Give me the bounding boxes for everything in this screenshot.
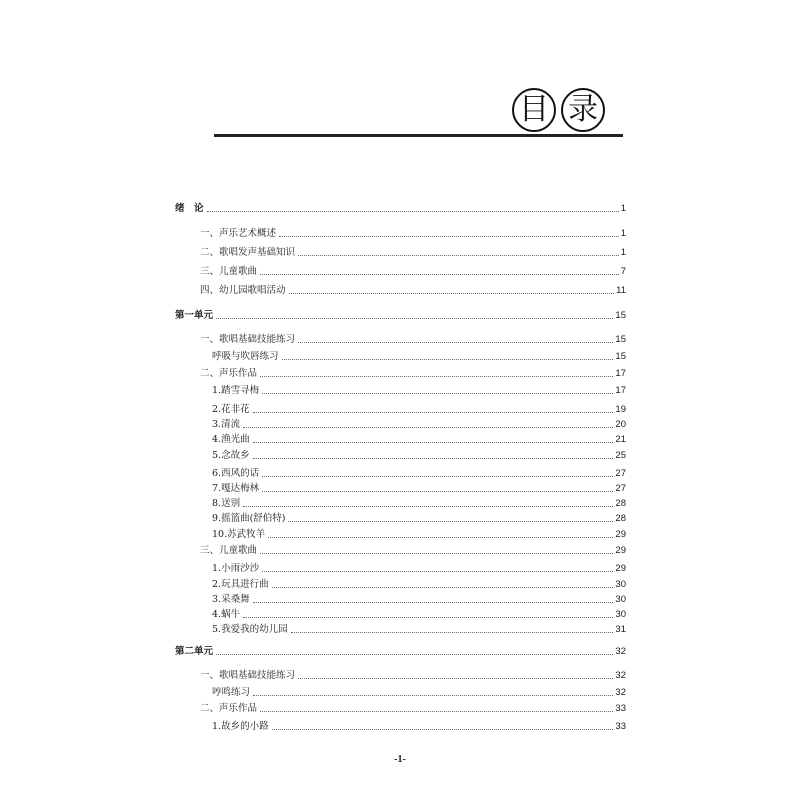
title-char-lu: 录 <box>561 88 605 132</box>
title-char-mu: 目 <box>512 88 556 132</box>
toc-label: 二、声乐作品 <box>200 368 258 379</box>
toc-entry[interactable] <box>212 525 626 541</box>
toc-entry[interactable] <box>212 400 626 416</box>
dot-leader <box>262 571 613 572</box>
toc-label: 三、儿童歌曲 <box>200 266 258 277</box>
dot-leader <box>282 359 614 360</box>
dot-leader <box>298 678 613 679</box>
dot-leader <box>243 617 613 618</box>
toc-entry[interactable] <box>212 683 626 699</box>
toc-label: 哼鸣练习 <box>212 687 251 698</box>
toc-label: 第一单元 <box>175 310 214 321</box>
toc-label: 三、儿童歌曲 <box>200 545 258 556</box>
toc-label: 9.摇篮曲(舒伯特) <box>212 513 286 524</box>
dot-leader <box>272 587 614 588</box>
toc-entry[interactable] <box>212 494 626 510</box>
toc-page-number: 27 <box>615 483 626 494</box>
toc-page-number: 25 <box>615 450 626 461</box>
toc-label: 一、歌唱基础技能练习 <box>200 334 296 345</box>
toc-entry[interactable] <box>200 666 626 682</box>
toc-label: 4.蜗牛 <box>212 609 241 620</box>
dot-leader <box>298 342 613 343</box>
dot-leader <box>291 632 614 633</box>
toc-page-number: 32 <box>615 687 626 698</box>
toc-entry[interactable] <box>212 464 626 480</box>
toc-entry[interactable] <box>212 509 626 525</box>
toc-page-number: 30 <box>615 594 626 605</box>
title-underline <box>214 134 623 137</box>
toc-page-number: 7 <box>620 266 626 277</box>
toc-page-number: 29 <box>615 563 626 574</box>
toc-label: 一、歌唱基础技能练习 <box>200 670 296 681</box>
toc-page-number: 32 <box>615 670 626 681</box>
toc-page-number: 20 <box>615 419 626 430</box>
dot-leader <box>268 537 613 538</box>
toc-entry[interactable] <box>175 642 626 658</box>
dot-leader <box>260 376 613 377</box>
dot-leader <box>207 211 619 212</box>
toc-entry[interactable] <box>212 430 626 446</box>
toc-label: 呼吸与吹唇练习 <box>212 351 279 362</box>
toc-label: 第二单元 <box>175 646 214 657</box>
dot-leader <box>288 521 613 522</box>
toc-page-number: 15 <box>615 310 626 321</box>
dot-leader <box>260 553 613 554</box>
toc-label: 1.故乡的小路 <box>212 721 269 732</box>
toc-page-number: 19 <box>615 404 626 415</box>
toc-entry[interactable] <box>200 364 626 380</box>
toc-page-number: 17 <box>615 385 626 396</box>
toc-page-number: 30 <box>615 609 626 620</box>
toc-label: 7.嘎达梅林 <box>212 483 260 494</box>
toc-page-number: 1 <box>620 247 626 258</box>
toc-label: 2.玩具进行曲 <box>212 579 269 590</box>
toc-label: 二、歌唱发声基础知识 <box>200 247 296 258</box>
toc-label: 10.苏武牧羊 <box>212 529 266 540</box>
toc-page-number: 29 <box>615 529 626 540</box>
toc-entry[interactable] <box>212 415 626 431</box>
dot-leader <box>262 476 613 477</box>
toc-entry[interactable] <box>212 446 626 462</box>
dot-leader <box>272 729 614 730</box>
dot-leader <box>298 255 619 256</box>
toc-page-number: 15 <box>615 334 626 345</box>
toc-page-number: 1 <box>620 203 626 214</box>
toc-entry[interactable] <box>212 559 626 575</box>
toc-label: 绪 论 <box>175 203 204 214</box>
toc-page-number: 21 <box>615 434 626 445</box>
dot-leader <box>289 293 615 294</box>
toc-entry[interactable] <box>200 699 626 715</box>
page-number: -1- <box>394 754 406 765</box>
toc-entry[interactable] <box>200 224 626 240</box>
toc-page-number: 33 <box>615 721 626 732</box>
dot-leader <box>262 491 613 492</box>
dot-leader <box>216 318 613 319</box>
dot-leader <box>253 442 614 443</box>
toc-page-number: 27 <box>615 468 626 479</box>
toc-label: 一、声乐艺术概述 <box>200 228 277 239</box>
toc-page-number: 17 <box>615 368 626 379</box>
dot-leader <box>279 236 619 237</box>
toc-entry[interactable] <box>200 262 626 278</box>
toc-page-number: 15 <box>615 351 626 362</box>
toc-page-number: 28 <box>615 498 626 509</box>
toc-entry[interactable] <box>212 620 626 636</box>
toc-page-number: 28 <box>615 513 626 524</box>
toc-label: 1.踏雪寻梅 <box>212 385 260 396</box>
toc-entry[interactable] <box>212 347 626 363</box>
toc-entry[interactable] <box>212 605 626 621</box>
toc-page-number: 29 <box>615 545 626 556</box>
toc-label: 四、幼儿园歌唱活动 <box>200 285 286 296</box>
toc-label: 3.清流 <box>212 419 241 430</box>
toc-label: 6.西风的话 <box>212 468 260 479</box>
toc-page-number: 11 <box>616 285 626 296</box>
toc-entry[interactable] <box>212 590 626 606</box>
toc-entry[interactable] <box>200 541 626 557</box>
toc-label: 4.渔光曲 <box>212 434 250 445</box>
toc-label: 3.采桑舞 <box>212 594 250 605</box>
toc-entry[interactable] <box>200 243 626 259</box>
dot-leader <box>253 458 614 459</box>
toc-entry[interactable] <box>175 199 626 215</box>
toc-entry[interactable] <box>212 717 626 733</box>
dot-leader <box>260 274 619 275</box>
toc-entry[interactable] <box>212 381 626 397</box>
toc-entry[interactable] <box>212 479 626 495</box>
dot-leader <box>243 506 613 507</box>
dot-leader <box>260 711 613 712</box>
dot-leader <box>262 393 613 394</box>
dot-leader <box>216 654 613 655</box>
toc-label: 1.小雨沙沙 <box>212 563 260 574</box>
toc-entry[interactable] <box>200 281 626 297</box>
dot-leader <box>243 427 613 428</box>
dot-leader <box>253 602 614 603</box>
toc-page-number: 30 <box>615 579 626 590</box>
dot-leader <box>253 695 613 696</box>
toc-entry[interactable] <box>212 575 626 591</box>
toc-label: 5.我爱我的幼儿园 <box>212 624 288 635</box>
toc-label: 8.送别 <box>212 498 241 509</box>
toc-label: 2.花非花 <box>212 404 250 415</box>
toc-page-number: 31 <box>615 624 626 635</box>
toc-label: 二、声乐作品 <box>200 703 258 714</box>
dot-leader <box>253 412 614 413</box>
toc-entry[interactable] <box>200 330 626 346</box>
toc-page-number: 1 <box>620 228 626 239</box>
toc-entry[interactable] <box>175 306 626 322</box>
toc-page-number: 33 <box>615 703 626 714</box>
toc-label: 5.念故乡 <box>212 450 250 461</box>
toc-page-number: 32 <box>615 646 626 657</box>
